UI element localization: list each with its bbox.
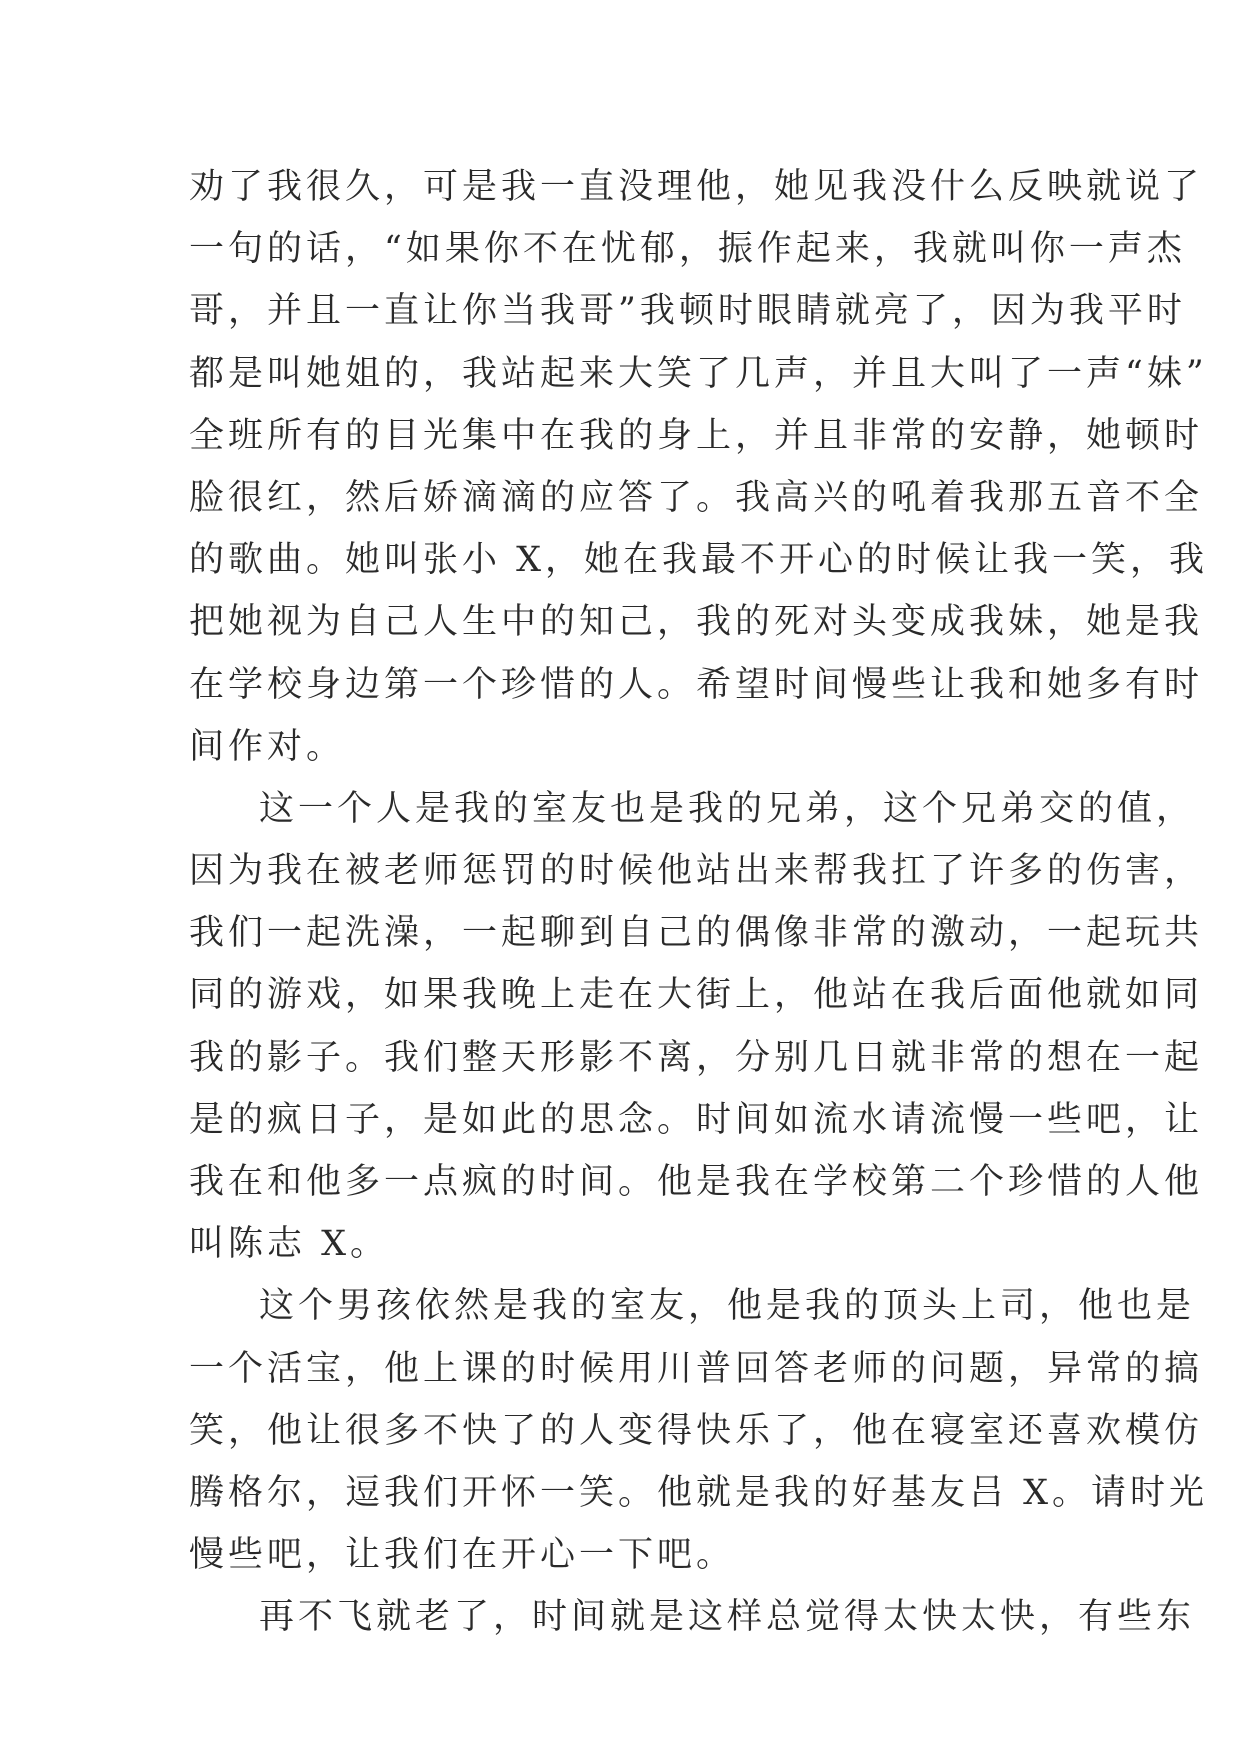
text-line: 慢些吧，让我们在开心一下吧。 [189, 1535, 736, 1576]
text-line: 腾格尔，逗我们开怀一笑。他就是我的好基友吕 X。请时光 [189, 1472, 1209, 1513]
paragraph-start-line: 这一个人是我的室友也是我的兄弟，这个兄弟交的值， [259, 788, 1196, 829]
text-line: 我们一起洗澡，一起聊到自己的偶像非常的激动，一起玩共 [189, 913, 1204, 954]
text-line: 叫陈志 X。 [189, 1224, 390, 1265]
text-line: 全班所有的目光集中在我的身上，并且非常的安静，她顿时 [189, 415, 1204, 456]
text-line: 因为我在被老师惩罚的时候他站出来帮我扛了许多的伤害， [189, 851, 1204, 892]
text-line: 哥，并且一直让你当我哥”我顿时眼睛就亮了，因为我平时 [189, 291, 1186, 332]
text-line: 同的游戏，如果我晚上走在大街上，他站在我后面他就如同 [189, 975, 1204, 1016]
text-line: 都是叫她姐的，我站起来大笑了几声，并且大叫了一声“妹” [189, 353, 1208, 394]
text-line: 我的影子。我们整天形影不离，分别几日就非常的想在一起 [189, 1037, 1204, 1078]
text-line: 的歌曲。她叫张小 X，她在我最不开心的时候让我一笑，我 [189, 540, 1209, 581]
text-line: 劝了我很久，可是我一直没理他，她见我没什么反映就说了 [189, 167, 1204, 207]
text-line: 一句的话，“如果你不在忧郁，振作起来，我就叫你一声杰 [189, 229, 1186, 270]
paragraph-start-line: 再不飞就老了，时间就是这样总觉得太快太快，有些东 [259, 1597, 1196, 1638]
text-line: 我在和他多一点疯的时间。他是我在学校第二个珍惜的人他 [189, 1162, 1204, 1202]
text-line: 间作对。 [189, 726, 346, 767]
text-line: 把她视为自己人生中的知己，我的死对头变成我妹，她是我 [189, 602, 1204, 643]
text-line: 脸很红，然后娇滴滴的应答了。我高兴的吼着我那五音不全 [189, 477, 1204, 518]
text-line: 一个活宝，他上课的时候用川普回答老师的问题，异常的搞 [189, 1348, 1204, 1389]
text-line: 笑，他让很多不快了的人变得快乐了，他在寝室还喜欢模仿 [189, 1410, 1204, 1451]
paragraph-start-line: 这个男孩依然是我的室友，他是我的顶头上司，他也是 [259, 1286, 1196, 1327]
text-line: 是的疯日子，是如此的思念。时间如流水请流慢一些吧，让 [189, 1099, 1204, 1140]
body-text [189, 156, 1209, 1649]
text-line: 在学校身边第一个珍惜的人。希望时间慢些让我和她多有时 [189, 664, 1204, 705]
